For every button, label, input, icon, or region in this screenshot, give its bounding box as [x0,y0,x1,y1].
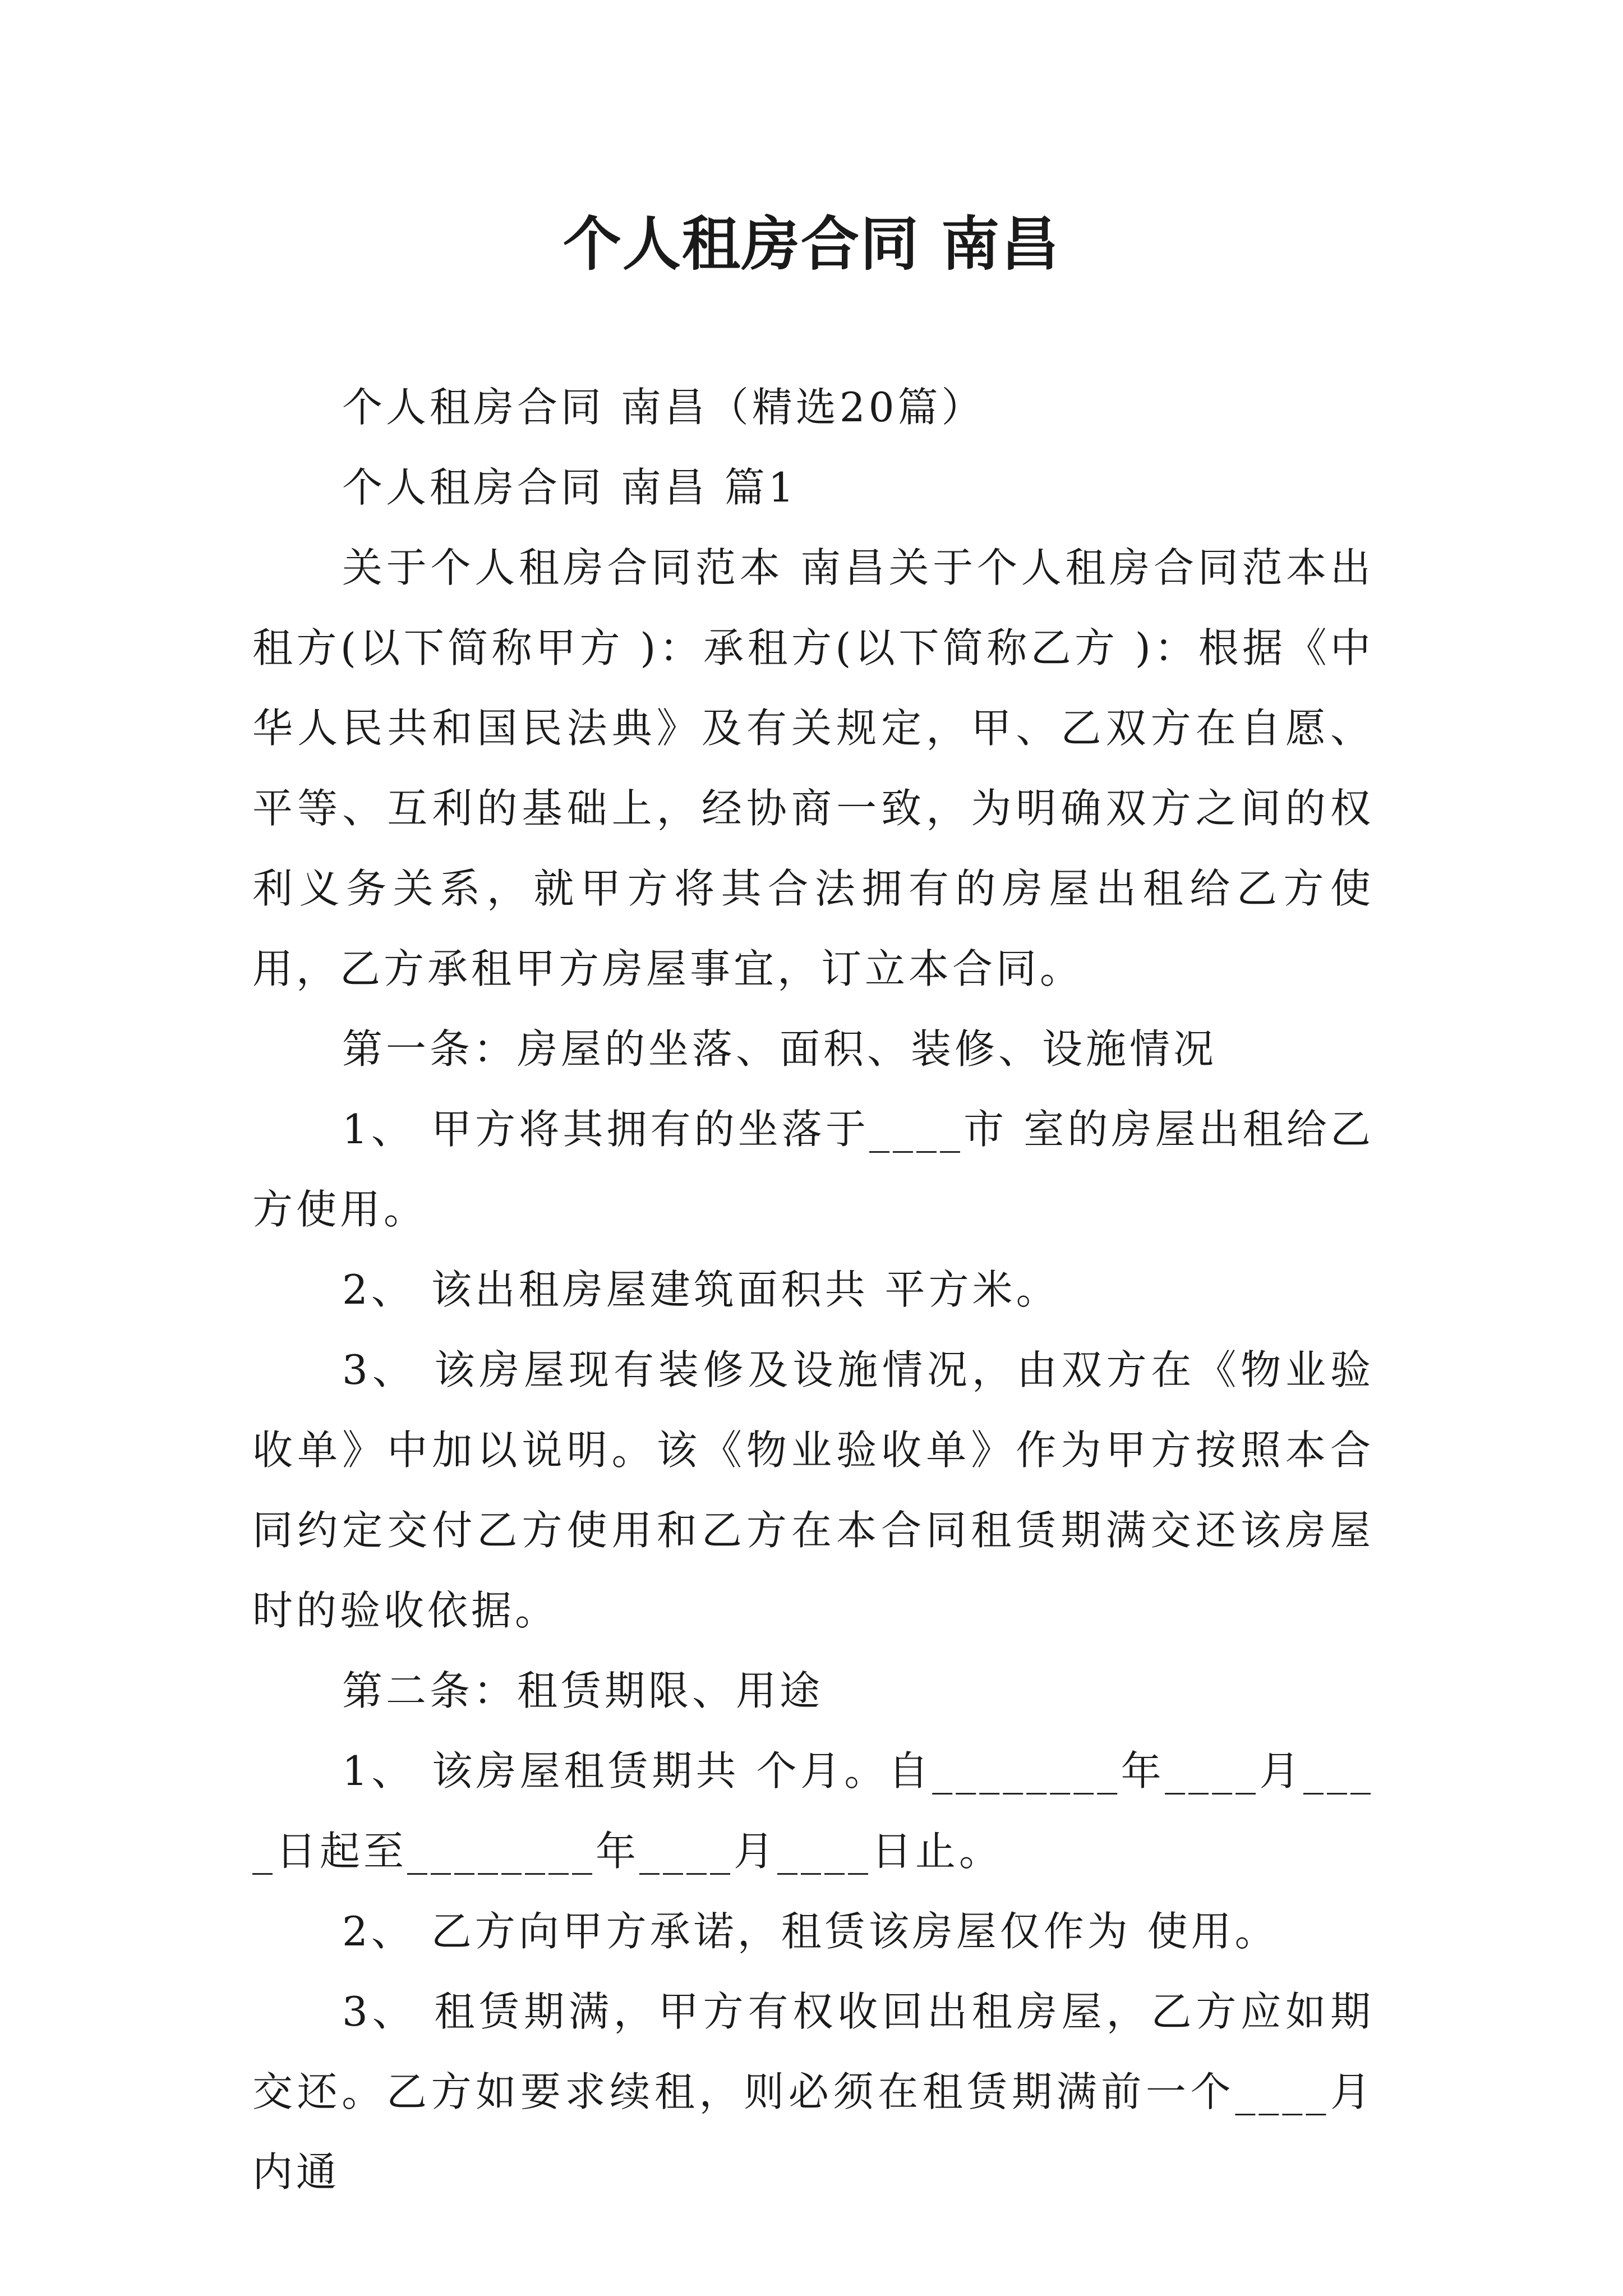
document-body [252,367,1374,2212]
paragraph-article-1-clause-2: 2、 该出租房屋建筑面积共 平方米。 [342,1266,1060,1313]
paragraph-article-1-clause-1: 1、 甲方将其拥有的坐落于____市 室的房屋出租给乙方使用。 [252,1106,1374,1233]
paragraph-article-1-heading: 第一条：房屋的坐落、面积、装修、设施情况 [342,1025,1218,1073]
paragraph-section-heading: 个人租房合同 南昌 篇1 [342,464,797,511]
paragraph-subtitle: 个人租房合同 南昌（精选20篇） [342,384,985,431]
paragraph-article-2-clause-1: 1、 该房屋租赁期共 个月。自________年____月____日起至________年____月____日止。 [252,1747,1374,1875]
paragraph-article-2-clause-3: 3、 租赁期满，甲方有权收回出租房屋，乙方应如期交还。乙方如要求续租，则必须在租赁期满前一个____月内通 [252,1988,1374,2196]
paragraph-article-2-clause-2: 2、 乙方向甲方承诺，租赁该房屋仅作为 使用。 [342,1908,1279,1955]
paragraph-article-2-heading: 第二条：租赁期限、用途 [342,1667,824,1714]
paragraph-article-1-clause-3: 3、 该房屋现有装修及设施情况，由双方在《物业验收单》中加以说明。该《物业验收单》作为甲方按照本合同约定交付乙方使用和乙方在本合同租赁期满交还该房屋时的验收依据。 [252,1346,1374,1634]
document-title: 个人租房合同 南昌 [562,210,1061,278]
paragraph-preamble: 关于个人租房合同范本 南昌关于个人租房合同范本出租方(以下简称甲方 )：承租方(以下简称乙方 )：根据《中华人民共和国民法典》及有关规定，甲、乙双方在自愿、平等、互利的基础上，经协商一致，为明确双方之间的权利义务关系，就甲方将其合法拥有的房屋出租给乙方使用，乙方承租甲方房屋事宜，订立本合同。 [252,544,1374,992]
